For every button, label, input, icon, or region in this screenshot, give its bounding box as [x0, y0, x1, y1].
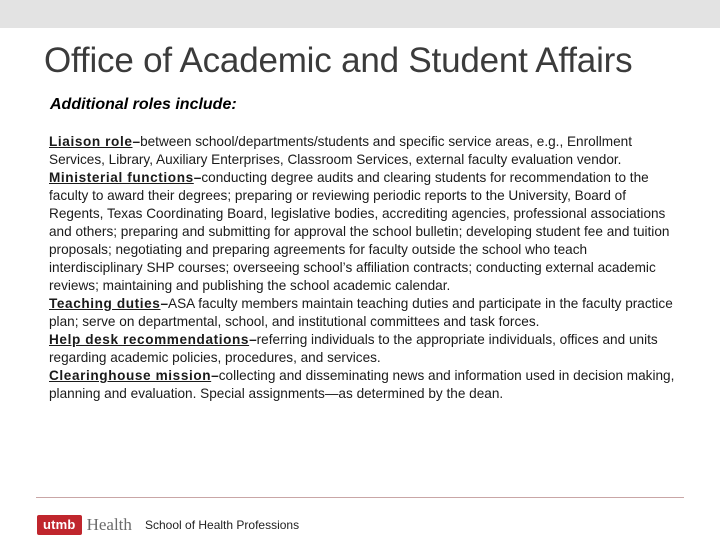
role-description: conducting degree audits and clearing students for recommendation to the faculty to award their degrees; preparing or reviewing periodic reports to the University, Board of Regents, Texas Coordinating Board, legislative bodies, accrediting agencies, professional associations and others; preparing and submitting for approval the school bulletin; developing student fee and tuition proposals; negotiating and preparing agreements for faculty outside the school who teach interdisciplinary SHP courses; overseeing school’s affiliation contracts; conducting external academic reviews; maintaining and publishing the school academic calendar.	[49, 170, 670, 293]
role-dash: –	[211, 368, 219, 383]
utmb-logo-mark: utmb	[37, 515, 82, 535]
role-item	[49, 295, 681, 331]
role-item	[49, 133, 681, 169]
role-term: Clearinghouse mission	[49, 368, 212, 383]
role-dash: –	[249, 332, 257, 347]
slide-subtitle: Additional roles include:	[50, 96, 237, 113]
top-band	[0, 0, 720, 28]
role-term: Liaison role	[49, 134, 133, 149]
role-dash: –	[193, 170, 202, 185]
slide-title: Office of Academic and Student Affairs	[44, 41, 633, 80]
logo-health-text: Health	[86, 515, 132, 534]
role-term: Teaching duties	[49, 296, 161, 311]
role-item	[49, 367, 681, 403]
role-item	[49, 169, 681, 295]
role-description: ASA faculty members maintain teaching duties and participate in the faculty practice plan; serve on departmental, school, and institutional committees and task forces.	[49, 296, 673, 329]
role-dash: –	[160, 296, 169, 311]
role-dash: –	[132, 134, 141, 149]
role-item	[49, 331, 681, 367]
utmb-health-logo	[37, 514, 132, 536]
role-description: referring individuals to the appropriate individuals, offices and units regarding academic policies, procedures, and services.	[49, 332, 658, 365]
role-description: between school/departments/students and specific service areas, e.g., Enrollment Services, Library, Auxiliary Enterprises, Classroom Services, external faculty evaluation vendor.	[49, 134, 632, 167]
school-name: School of Health Professions	[145, 518, 300, 532]
footer-divider	[36, 497, 684, 498]
roles-list	[49, 133, 681, 403]
role-term: Ministerial functions	[49, 170, 194, 185]
role-term: Help desk recommendations	[49, 332, 250, 347]
role-description: collecting and disseminating news and information used in decision making, planning and evaluation. Special assignments—as determined by the dean.	[49, 368, 675, 401]
